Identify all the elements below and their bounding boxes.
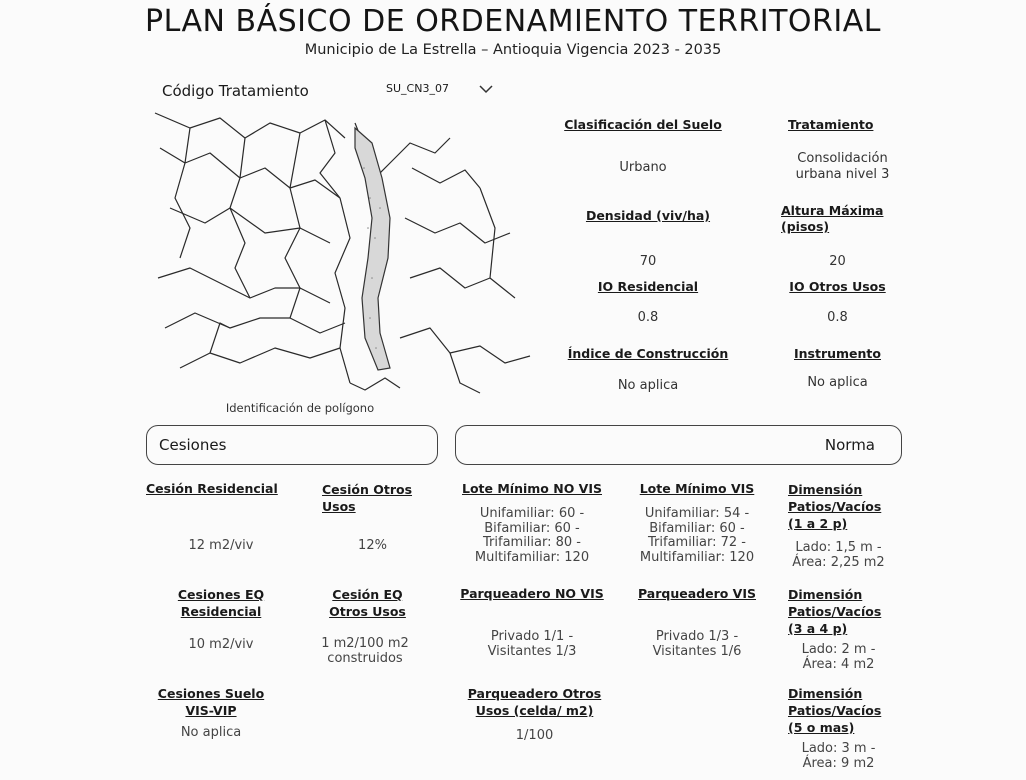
lote-no-vis-value: Unifamiliar: 60 - Bifamiliar: 60 - Trifamiliar: 80 - Multifamiliar: 120	[474, 506, 590, 565]
map-boundary-line	[175, 128, 190, 258]
clasificacion-label: Clasificación del Suelo	[564, 117, 722, 132]
altura-value: 20	[829, 254, 846, 269]
parq-vis-label: Parqueadero VIS	[637, 586, 757, 601]
map-boundary-line	[230, 138, 250, 298]
page-title: PLAN BÁSICO DE ORDENAMIENTO TERRITORIAL	[145, 4, 881, 39]
patios-1-value: Lado: 1,5 m - Área: 2,25 m2	[792, 540, 885, 570]
cesiones-section-header	[146, 425, 438, 465]
map-caption: Identificación de polígono	[225, 401, 375, 415]
map-boundary-line	[165, 313, 345, 333]
map-boundary-line	[450, 353, 480, 393]
map-boundary-line	[350, 378, 400, 390]
map-boundary-line	[480, 188, 495, 278]
cesion-eq-otros-label: Cesión EQ Otros Usos	[329, 587, 406, 619]
map-boundary-line	[160, 148, 340, 198]
densidad-value: 70	[639, 254, 657, 269]
indice-construccion-label: Índice de Construcción	[567, 346, 729, 361]
parq-vis-value: Privado 1/3 - Visitantes 1/6	[652, 629, 742, 659]
patios-2-label: Dimensión Patios/Vacíos (3 a 4 p)	[788, 587, 882, 636]
norma-title: Norma	[824, 436, 875, 454]
lote-no-vis-label: Lote Mínimo NO VIS	[462, 481, 602, 496]
patios-1-label: Dimensión Patios/Vacíos (1 a 2 p)	[788, 482, 882, 531]
cesiones-eq-residencial-label: Cesiones EQ Residencial	[177, 587, 265, 619]
cesion-residencial-label: Cesión Residencial	[146, 481, 278, 496]
treatment-code-dropdown[interactable]	[386, 82, 493, 95]
cesion-otros-value: 12%	[358, 538, 387, 553]
instrumento-label: Instrumento	[794, 346, 881, 361]
map-boundary-line	[155, 113, 345, 138]
map-boundary-line	[210, 323, 230, 353]
lote-vis-value: Unifamiliar: 54 - Bifamiliar: 60 - Trifamiliar: 72 - Multifamiliar: 120	[639, 506, 755, 565]
page-subtitle: Municipio de La Estrella – Antioquia Vigencia 2023 - 2035	[304, 42, 722, 58]
map-boundary-line	[170, 208, 330, 243]
cesiones-eq-residencial-value: 10 m2/viv	[188, 637, 254, 652]
clasificacion-value: Urbano	[619, 160, 667, 175]
tratamiento-label: Tratamiento	[788, 117, 874, 132]
cesiones-title: Cesiones	[159, 436, 227, 454]
io-residencial-value: 0.8	[637, 310, 659, 325]
io-otros-value: 0.8	[827, 310, 848, 325]
map-boundary-line	[335, 198, 350, 383]
map-boundary-line	[412, 168, 480, 188]
cesion-eq-otros-value: 1 m2/100 m2 construidos	[321, 636, 409, 666]
parq-otros-label: Parqueadero Otros Usos (celda/ m2)	[467, 686, 602, 718]
parq-no-vis-label: Parqueadero NO VIS	[460, 586, 604, 601]
cesiones-suelo-vis-value: No aplica	[180, 725, 242, 740]
polygon-map[interactable]	[150, 108, 545, 396]
indice-construccion-value: No aplica	[617, 378, 679, 393]
cesion-otros-label: Cesión Otros Usos	[322, 482, 413, 514]
parq-otros-value: 1/100	[515, 728, 554, 743]
map-boundary-line	[180, 348, 340, 368]
parq-no-vis-value: Privado 1/1 - Visitantes 1/3	[487, 629, 577, 659]
patios-2-value: Lado: 2 m - Área: 4 m2	[801, 642, 876, 672]
treatment-code-label: Código Tratamiento	[162, 82, 309, 100]
altura-label: Altura Máxima (pisos)	[781, 203, 884, 234]
cesiones-suelo-vis-label: Cesiones Suelo VIS-VIP	[157, 686, 265, 718]
patios-3-value: Lado: 3 m - Área: 9 m2	[801, 741, 876, 771]
map-boundary-line	[400, 328, 530, 363]
cesion-residencial-value: 12 m2/viv	[188, 538, 254, 553]
io-otros-label: IO Otros Usos	[789, 279, 886, 294]
densidad-label: Densidad (viv/ha)	[585, 208, 711, 223]
lote-vis-label: Lote Mínimo VIS	[639, 481, 755, 496]
highlighted-polygon	[355, 128, 390, 370]
map-boundary-line	[285, 133, 300, 318]
map-boundary-line	[410, 268, 515, 298]
patios-3-label: Dimensión Patios/Vacíos (5 o mas)	[788, 686, 882, 735]
instrumento-value: No aplica	[807, 375, 868, 390]
tratamiento-value: Consolidación urbana nivel 3	[795, 151, 890, 182]
io-residencial-label: IO Residencial	[597, 279, 699, 294]
norma-section-header	[455, 425, 902, 465]
chevron-down-icon	[479, 84, 493, 94]
treatment-code-value: SU_CN3_07	[386, 82, 449, 95]
